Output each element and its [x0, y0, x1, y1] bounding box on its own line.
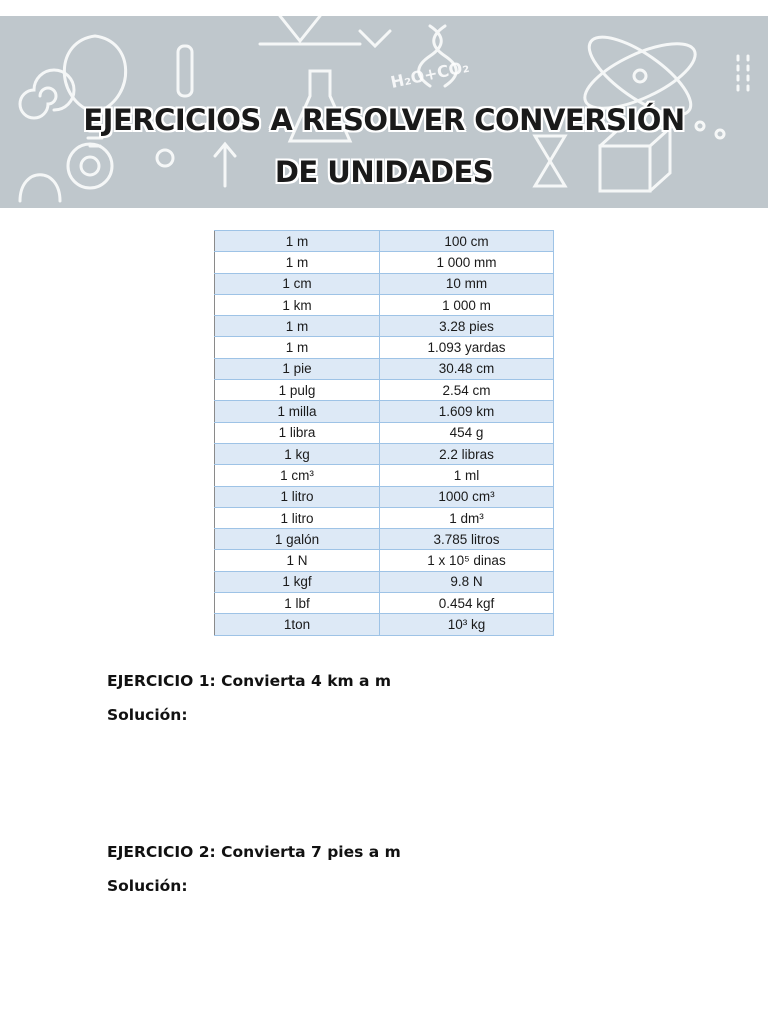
unit-to-cell: 2.54 cm	[380, 380, 554, 401]
unit-from-cell: 1 m	[215, 252, 380, 273]
unit-from-cell: 1 milla	[215, 401, 380, 422]
unit-to-cell: 3.785 litros	[380, 529, 554, 550]
unit-from-cell: 1 m	[215, 337, 380, 358]
unit-to-cell: 3.28 pies	[380, 316, 554, 337]
unit-from-cell: 1 kg	[215, 443, 380, 464]
table-row	[215, 550, 554, 571]
unit-from-cell: 1 pie	[215, 358, 380, 379]
page-title	[0, 94, 768, 198]
exercise-2-solution-label: Solución:	[107, 877, 188, 895]
unit-from-cell: 1 m	[215, 316, 380, 337]
table-row	[215, 529, 554, 550]
table-row	[215, 593, 554, 614]
exercise-2-title: EJERCICIO 2: Convierta 7 pies a m	[107, 843, 401, 861]
header-banner	[0, 16, 768, 208]
table-row	[215, 231, 554, 252]
unit-to-cell: 30.48 cm	[380, 358, 554, 379]
unit-to-cell: 1 x 10⁵ dinas	[380, 550, 554, 571]
unit-to-cell: 1 ml	[380, 465, 554, 486]
formula-doodle-text: H₂O+CO₂	[388, 56, 471, 92]
unit-to-cell: 454 g	[380, 422, 554, 443]
exercise-1-solution-label: Solución:	[107, 706, 188, 724]
table-row	[215, 507, 554, 528]
unit-from-cell: 1 m	[215, 231, 380, 252]
table-row	[215, 614, 554, 635]
unit-to-cell: 9.8 N	[380, 571, 554, 592]
table-row	[215, 486, 554, 507]
table-row	[215, 294, 554, 315]
unit-to-cell: 1000 cm³	[380, 486, 554, 507]
table-row	[215, 358, 554, 379]
unit-from-cell: 1 lbf	[215, 593, 380, 614]
exercise-1-title: EJERCICIO 1: Convierta 4 km a m	[107, 672, 392, 690]
unit-to-cell: 10³ kg	[380, 614, 554, 635]
unit-to-cell: 1 000 m	[380, 294, 554, 315]
table-row	[215, 380, 554, 401]
unit-to-cell: 10 mm	[380, 273, 554, 294]
table-row	[215, 252, 554, 273]
unit-to-cell: 100 cm	[380, 231, 554, 252]
conversion-table-body	[215, 231, 554, 636]
unit-from-cell: 1 pulg	[215, 380, 380, 401]
unit-from-cell: 1 kgf	[215, 571, 380, 592]
unit-to-cell: 1.093 yardas	[380, 337, 554, 358]
unit-to-cell: 1 dm³	[380, 507, 554, 528]
unit-from-cell: 1 litro	[215, 507, 380, 528]
unit-to-cell: 2.2 libras	[380, 443, 554, 464]
unit-from-cell: 1 galón	[215, 529, 380, 550]
table-row	[215, 422, 554, 443]
unit-from-cell: 1 cm³	[215, 465, 380, 486]
unit-from-cell: 1 litro	[215, 486, 380, 507]
table-row	[215, 337, 554, 358]
title-line-2: DE UNIDADES	[274, 155, 494, 189]
unit-to-cell: 1 000 mm	[380, 252, 554, 273]
unit-to-cell: 1.609 km	[380, 401, 554, 422]
unit-from-cell: 1 libra	[215, 422, 380, 443]
unit-from-cell: 1 km	[215, 294, 380, 315]
table-row	[215, 316, 554, 337]
table-row	[215, 273, 554, 294]
unit-from-cell: 1 N	[215, 550, 380, 571]
table-row	[215, 401, 554, 422]
unit-from-cell: 1 cm	[215, 273, 380, 294]
table-row	[215, 443, 554, 464]
title-line-1: EJERCICIOS A RESOLVER CONVERSIÓN	[83, 103, 685, 137]
table-row	[215, 571, 554, 592]
conversion-table	[214, 230, 554, 636]
unit-from-cell: 1ton	[215, 614, 380, 635]
table-row	[215, 465, 554, 486]
unit-to-cell: 0.454 kgf	[380, 593, 554, 614]
